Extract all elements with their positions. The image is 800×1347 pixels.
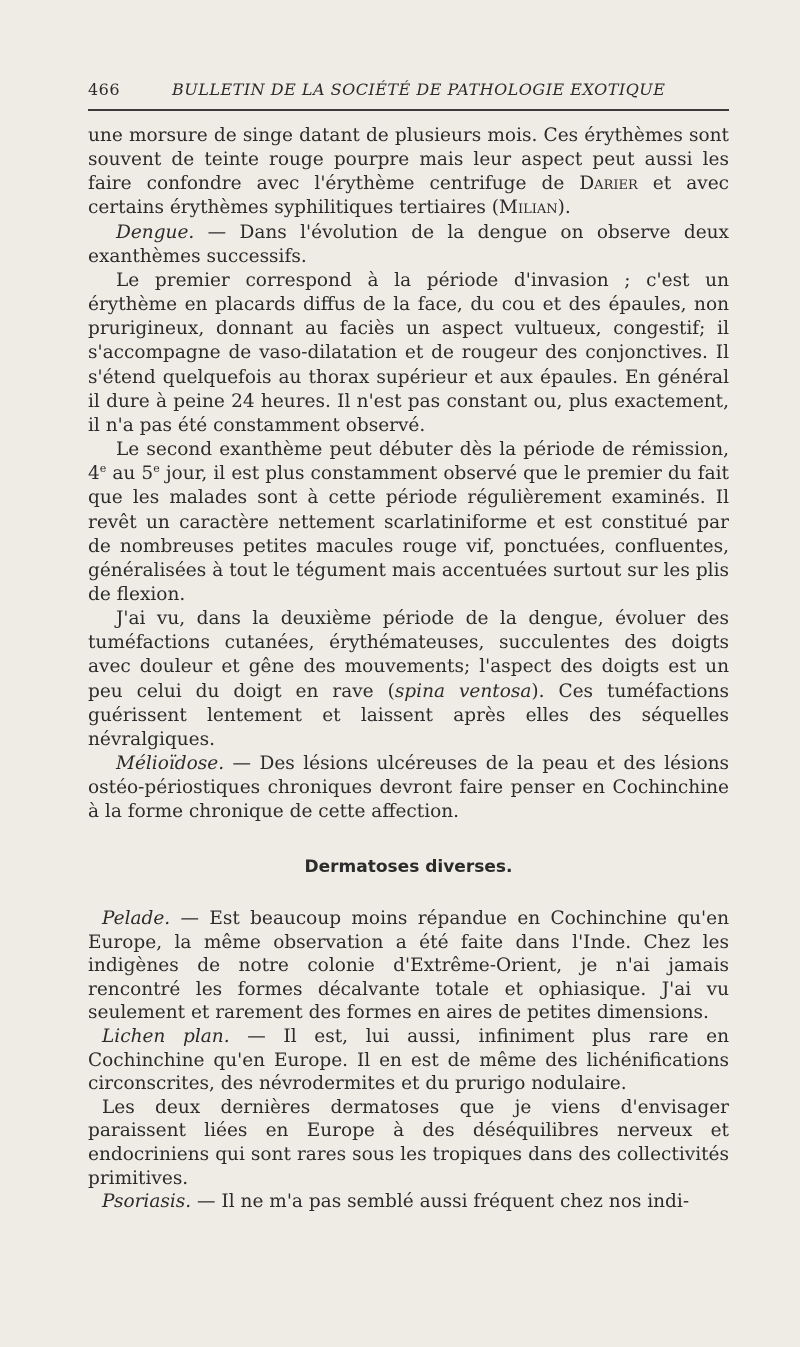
subheading-lichen: Lichen plan. bbox=[102, 1025, 230, 1047]
author-darier: Darier bbox=[579, 173, 638, 195]
running-header bbox=[88, 80, 728, 102]
header-rule bbox=[88, 109, 729, 111]
paragraph-tumefactions: J'ai vu, dans la deuxième période de la dengue, évoluer des tuméfactions cutanées, érythémateuses, succulentes des doigts avec douleur et gêne des mouvements; l'aspect des doigts est un peu celui du doigt en rave (spina ventosa). Ces tuméfactions guérissent lentement et laissent après elles des séquelles névralgiques. bbox=[88, 608, 729, 750]
subheading-melioidose: Mélioïdose. bbox=[116, 753, 225, 775]
subheading-psoriasis: Psoriasis. bbox=[102, 1191, 192, 1213]
page-number: 466 bbox=[88, 80, 121, 99]
article-body-top bbox=[88, 124, 729, 825]
latin-term: spina ventosa bbox=[394, 680, 532, 702]
paragraph-dermatoses: Les deux dernières dermatoses que je viens d'envisager paraissent liées en Europe à des déséquilibres nerveux et endocriniens qui sont rares sous les tropiques dans des collectivités primitives. bbox=[88, 1096, 729, 1189]
article-body-bottom bbox=[88, 907, 729, 1214]
paragraph-continuation: une morsure de singe datant de plusieurs mois. Ces érythèmes sont souvent de teinte rouge pourpre mais leur aspect peut aussi les faire confondre avec l'érythème centrifuge de Darier et avec certains érythèmes syphilitiques tertiaires (Milian). bbox=[88, 125, 730, 219]
paragraph-lichen: Lichen plan. — Il est, lui aussi, infiniment plus rare en Cochinchine qu'en Europe. Il en est de même des lichénifications circonscrites, des névrodermites et du prurigo nodulaire. bbox=[88, 1025, 729, 1095]
paragraph-dengue: Dengue. — Dans l'évolution de la dengue on observe deux exanthèmes successifs. bbox=[88, 221, 729, 267]
subheading-dengue: Dengue. bbox=[116, 221, 195, 243]
subheading-pelade: Pelade. bbox=[102, 908, 171, 929]
paragraph-pelade: Pelade. — Est beaucoup moins répandue en Cochinchine qu'en Europe, la même observation a été faite dans l'Inde. Chez les indigènes de notre colonie d'Extrême-Orient, je n'ai jamais rencontré les formes décalvante totale et ophiasique. J'ai vu seulement et rarement des formes en aires de petites dimensions. bbox=[88, 908, 729, 1024]
journal-title: BULLETIN DE LA SOCIÉTÉ DE PATHOLOGIE EXOTIQUE bbox=[172, 80, 666, 99]
section-title: Dermatoses diverses. bbox=[304, 857, 513, 877]
paragraph-melioidose: Mélioïdose. — Des lésions ulcéreuses de la peau et des lésions ostéo-périostiques chroniques devront faire penser en Cochinchine à la forme chronique de cette affection. bbox=[88, 753, 729, 823]
paragraph-second-exanthem: Le second exanthème peut débuter dès la période de rémission, 4e au 5e jour, il est plus constamment observé que le premier du fait que les malades sont à cette période régulièrement examinés. Il revêt un caractère nettement scarlatiniforme et est constitué par de nombreuses petites macules rouge vif, ponctuées, confluentes, généralisées à tout le tégument mais accentuées surtout sur les plis de flexion. bbox=[88, 439, 729, 605]
paragraph-psoriasis: Psoriasis. — Il ne m'a pas semblé aussi fréquent chez nos indi- bbox=[102, 1191, 690, 1213]
paragraph-first-exanthem: Le premier correspond à la période d'invasion ; c'est un érythème en placards diffus de la face, du cou et des épaules, non prurigineux, donnant au faciès un aspect vultueux, congestif; il s'accompagne de vaso-dilatation et de rougeur des conjonctives. Il s'étend quelquefois au thorax supérieur et aux épaules. En général il dure à peine 24 heures. Il n'est pas constant ou, plus exactement, il n'a pas été constamment observé. bbox=[88, 269, 729, 436]
author-milian: Milian bbox=[499, 197, 558, 219]
